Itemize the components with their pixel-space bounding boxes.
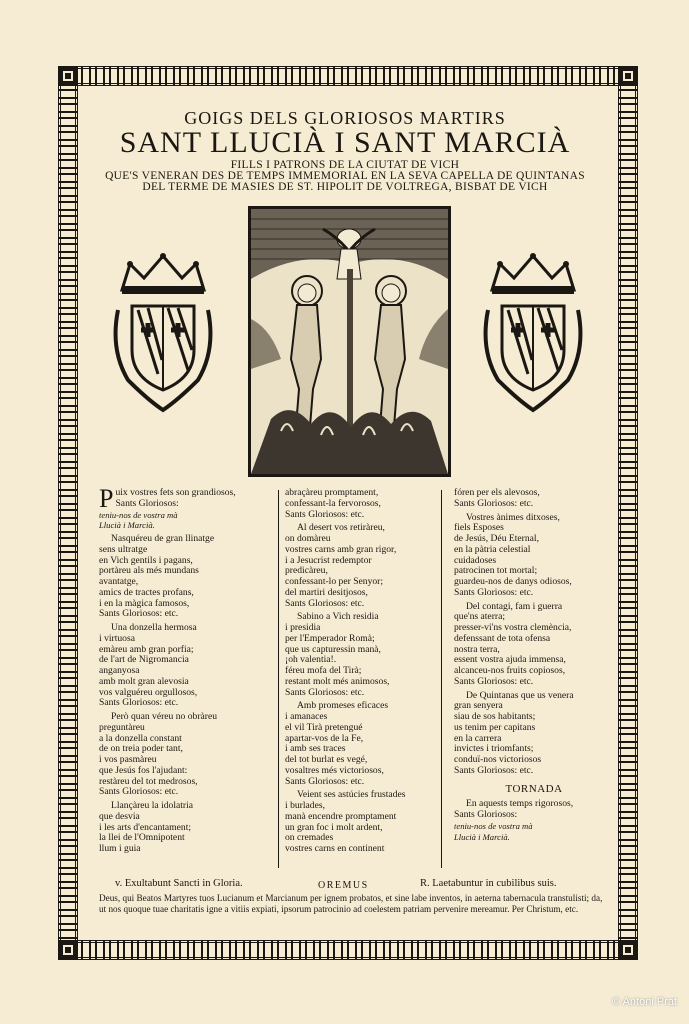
versicle: v. Exultabunt Sancti in Gloria. <box>115 878 243 889</box>
verse-line: Sants Gloriosos: etc. <box>454 675 534 687</box>
verse-line: Veient ses astúcies frustades <box>297 789 406 801</box>
verse-line: vostres carns en continent <box>285 843 385 854</box>
verse-line: i a Jesucrist redemptor <box>285 554 372 566</box>
verse-line: Nasquéreu de gran llinatge <box>111 533 215 544</box>
verse-line: fiels Esposes <box>454 522 504 534</box>
verse-line: De Quintanas que us venera <box>466 689 574 701</box>
verse-line: Sants Gloriosos: etc. <box>285 686 365 698</box>
verse-line: en la pàtria celestial <box>454 543 531 555</box>
verse-line: a la donzella constant <box>99 732 182 744</box>
verse-line: ¡oh valentia!. <box>285 654 337 666</box>
border-corner-bottom-left <box>58 940 78 960</box>
response: R. Laetabuntur in cubilibus suis. <box>420 878 557 889</box>
verse-line: Sants Gloriosos: etc. <box>454 497 534 509</box>
verse-line: vosaltres més victoriosos, <box>285 764 384 776</box>
verse-line: que'ns aterra; <box>454 611 506 623</box>
verse-line: manà encendre promptament <box>285 810 397 822</box>
verse-line: siau de sos habitants; <box>454 711 536 722</box>
tornada-heading: TORNADA <box>505 782 563 795</box>
verse-line: del tot burlat es vegé, <box>285 754 368 765</box>
verse-line: En aquests temps rigorosos, <box>466 798 574 810</box>
verse-line: confessant-lo per Senyor; <box>285 576 384 587</box>
verse-line: gran senyera <box>454 700 503 712</box>
verse-line: i les arts d'encantament; <box>99 821 192 833</box>
verse-line: un gran foc i molt ardent, <box>285 821 383 833</box>
border-corner-top-right <box>618 66 638 86</box>
verse-line: en Vich gentils i pagans, <box>99 554 193 566</box>
verse-line: que us capturessin manà, <box>285 643 381 655</box>
verse-line: Vostres ànimes ditxoses, <box>466 511 560 523</box>
verse-line: Sants Gloriosos: etc. <box>285 775 365 787</box>
verse-line: abraçàreu promptament, <box>285 487 379 498</box>
verse-line: féreu mofa del Tirà; <box>285 665 362 676</box>
verse-line: Del contagi, fam i guerra <box>466 600 563 612</box>
oremus-heading: OREMUS <box>318 880 369 891</box>
verse-line: i vos pasmàreu <box>99 754 157 765</box>
verse-line: us tenim per capitans <box>454 721 536 733</box>
greek-key-border-left <box>58 66 78 960</box>
verse-line: Llucià i Marcià. <box>454 831 510 842</box>
copyright-watermark: © Antoni Prat <box>612 996 677 1008</box>
verse-line: essent vostra ajuda immensa, <box>454 654 566 666</box>
verse-line: del martiri desitjosos, <box>285 586 368 598</box>
verse-line: Sants Gloriosos: etc. <box>285 597 365 609</box>
verse-line: alcanceu-nos fruits copiosos, <box>454 665 566 676</box>
verse-line: restàreu del tot medrosos, <box>99 775 198 787</box>
verse-line: en la carrera <box>454 732 502 744</box>
verse-line: i virtuosa <box>99 632 135 644</box>
verse-line: emàreu amb gran porfia; <box>99 643 194 655</box>
verse-line: i amb ses traces <box>285 743 346 755</box>
verse-line: Una donzella hermosa <box>111 622 197 633</box>
verse-line: que Jesús fos l'ajudant: <box>99 764 188 776</box>
subtitle-line-1: FILLS I PATRONS DE LA CIUTAT DE VICH <box>230 159 460 171</box>
verse-line: Sants Gloriosos: etc. <box>285 508 365 520</box>
verse-line: de on treia poder tant, <box>99 743 183 755</box>
verse-line: preguntàreu <box>99 721 145 733</box>
verse-line: nostra terra, <box>454 643 500 655</box>
verse-line: per l'Emperador Romà; <box>285 632 375 644</box>
coat-of-arms-right <box>478 250 588 415</box>
verse-line: Al desert vos retiràreu, <box>297 522 385 534</box>
verse-line: i presidia <box>285 622 321 633</box>
verse-column-2 <box>285 488 443 855</box>
verse-line: i amanaces <box>285 711 328 722</box>
verse-line: Però quan véreu no obràreu <box>111 711 218 722</box>
verse-line: conduï-nos victoriosos <box>454 754 542 765</box>
verse-column-3 <box>454 488 614 842</box>
verse-line: que desvia <box>99 810 140 822</box>
drop-cap: P <box>99 484 114 513</box>
verse-line: vostres carns amb gran rigor, <box>285 543 397 555</box>
verse-line: vos valguéreu orgullosos, <box>99 686 198 698</box>
verse-line: Llucià i Marcià. <box>99 520 155 531</box>
hymn-verses <box>99 484 609 873</box>
verse-line: guardeu-nos de danys odiosos, <box>454 576 572 587</box>
subtitle-block <box>80 160 610 193</box>
verse-line: confessant-la fervorosos, <box>285 497 381 509</box>
verse-line: de Jesús, Déu Eternal, <box>454 533 539 544</box>
verse-line: Amb promeses eficaces <box>297 700 389 712</box>
verse-line: presser-vi'ns vostra clemència, <box>454 622 572 633</box>
verse-line: Sants Gloriosos: etc. <box>454 764 534 776</box>
border-corner-bottom-right <box>618 940 638 960</box>
greek-key-border-right <box>618 66 638 960</box>
verse-line: restant molt més animosos, <box>285 675 390 687</box>
verse-line: fóren per els alevosos, <box>454 487 540 498</box>
verse-line: Sants Gloriosos: etc. <box>99 608 179 620</box>
verse-line: Llançàreu la idolatria <box>111 800 194 811</box>
verse-line: amics de tractes profans, <box>99 586 194 598</box>
verse-line: i burlades, <box>285 800 325 811</box>
verse-line: on cremades <box>285 832 334 844</box>
closing-prayer: Deus, qui Beatos Martyres tuos Lucianum et Marcianum per ignem probatos, et sine labe inventos, in aeterna tabernacula transtulisti; da, ut nos quoque tuae charitatis igne a vitiis expiati, ipsorum patrocinio ad coelestem patriam pervenire mereamur. Per Christum, etc. <box>99 893 603 914</box>
verse-line: la llei de l'Omnipotent <box>99 832 185 844</box>
verse-line: el vil Tirà pretengué <box>285 721 363 733</box>
verse-line: Sants Gloriosos: etc. <box>99 786 179 798</box>
verse-line: Sants Gloriosos: <box>454 809 518 820</box>
verse-line: avantatge, <box>99 576 139 587</box>
verse-line: Puix vostres fets son grandiosos, <box>99 484 236 513</box>
verse-line: Sants Gloriosos: <box>115 497 179 509</box>
subtitle-line-2: QUE'S VENERAN DES DE TEMPS IMMEMORIAL EN LA SEVA CAPELLA DE QUINTANAS <box>105 170 585 182</box>
verse-line: patrocinen tot mortal; <box>454 565 538 577</box>
verse-line: cuidadoses <box>454 554 497 566</box>
greek-key-border-bottom <box>58 940 638 960</box>
subtitle-line-3: DEL TERME DE MASIES DE ST. HIPOLIT DE VOLTREGA, BISBAT DE VICH <box>142 181 548 193</box>
verse-line: defenssant de tota ofensa <box>454 632 551 644</box>
verse-line: i en la màgica famosos, <box>99 597 190 609</box>
verse-column-1 <box>99 484 269 855</box>
greek-key-border-top <box>58 66 638 86</box>
verse-line: Sants Gloriosos: etc. <box>454 586 534 598</box>
verse-line: on domàreu <box>285 533 331 544</box>
title-saints: SANT LLUCIÀ I SANT MARCIÀ <box>119 126 571 159</box>
verse-line: Sants Gloriosos: etc. <box>99 697 179 709</box>
column-divider-1 <box>278 490 279 868</box>
verse-line: anganyosa <box>99 665 140 676</box>
verse-line: amb molt gran alevosia <box>99 675 189 687</box>
title-goigs: GOIGS DELS GLORIOSOS MARTIRS <box>184 108 506 128</box>
border-corner-top-left <box>58 66 78 86</box>
verse-line: teniu-nos de vostra mà <box>99 509 178 520</box>
verse-line: Sabino a Vich residia <box>297 611 379 623</box>
verse-line: predicàreu, <box>285 565 328 577</box>
martyrdom-woodcut <box>248 206 451 477</box>
verse-line: portàreu als més mundans <box>99 565 199 577</box>
coat-of-arms-left <box>108 250 218 415</box>
verse-line: invictes i triomfants; <box>454 743 534 755</box>
verse-line: de l'art de Nigromancia <box>99 654 189 666</box>
verse-line: teniu-nos de vostra mà <box>454 820 533 831</box>
verse-line: sens ultratge <box>99 543 148 555</box>
verse-line: llum i guia <box>99 843 141 854</box>
verse-line: apartar-vos de la Fe, <box>285 732 364 744</box>
